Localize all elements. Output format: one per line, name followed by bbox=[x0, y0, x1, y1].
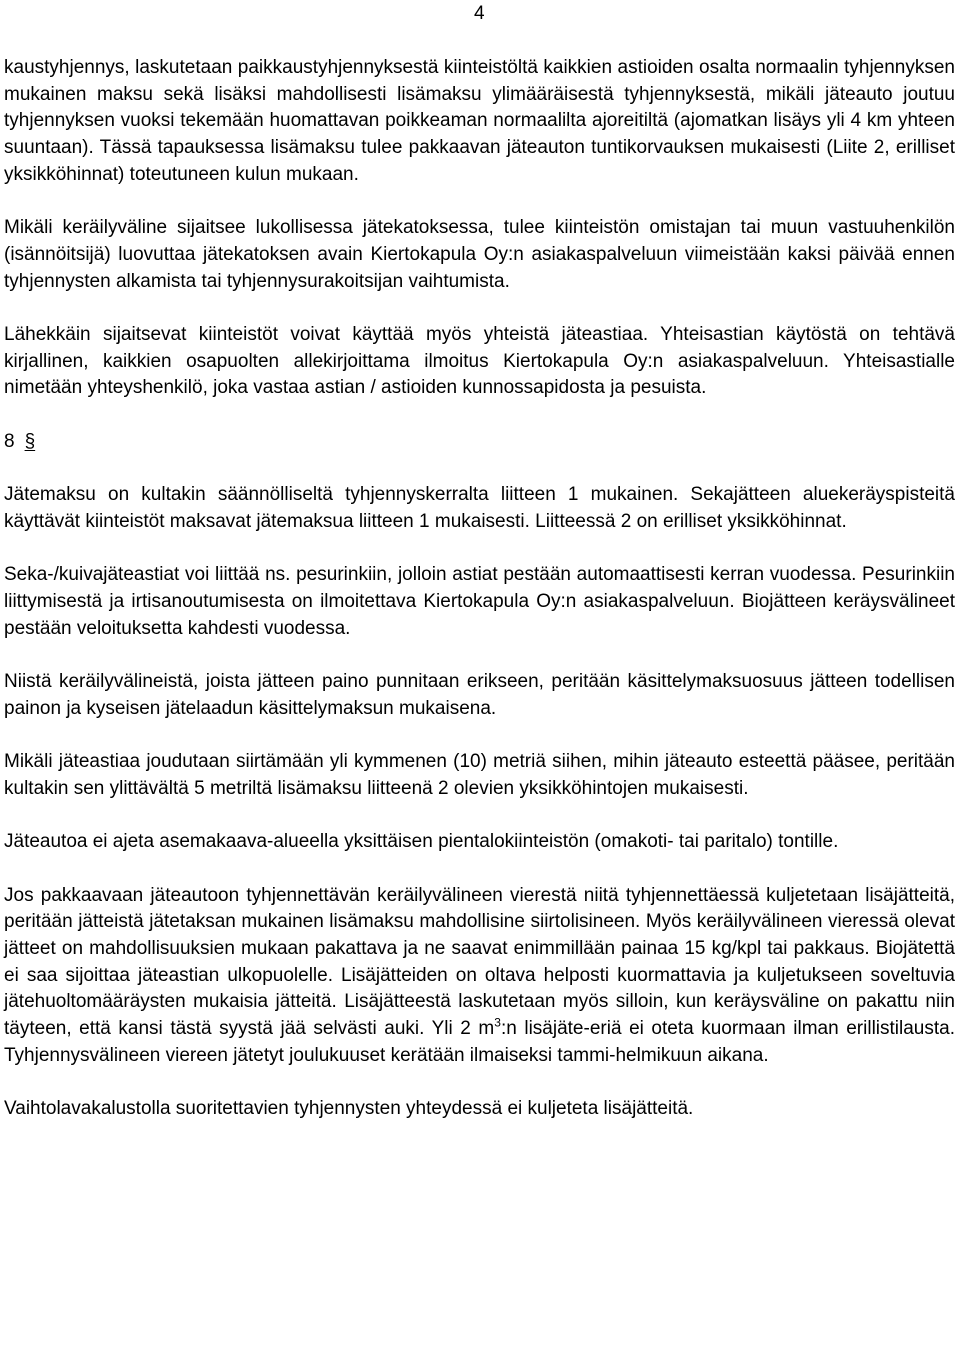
document-body bbox=[4, 55, 955, 1123]
extra-waste-text-a: Jos pakkaavaan jäteautoon tyhjennettävän keräilyvälineen vierestä niitä tyhjennettäessä kuljetetaan lisäjätteitä, peritään jätteistä jätetaksan mukainen lisämaksu mahdollisine siirtolisineen. Myös keräilyvälineen vieressä olevat jätteet on mahdollisuuksien mukaan pakattava ja ne saavat enimmillään painaa 15 kg/kpl tai pakkaus. Biojätettä ei saa sijoittaa jäteastian ulkopuolelle. Lisäjätteiden on oltava helposti kuormattavia ja kuljetukseen soveltuvia jätehuoltomääräysten mukaisia jätteitä. Lisäjätteestä laskutetaan myös silloin, kun keräysväline on pakattu niin täyteen, että kansi tästä syystä jää selvästi auki. Yli 2 m bbox=[4, 884, 955, 1040]
paragraph-extra-waste bbox=[4, 883, 955, 1070]
section-sign: § bbox=[24, 430, 36, 452]
extra-waste-text-b: :n lisäjäte-eriä ei oteta kuormaan ilman erillistilausta. Tyhjennysvälineen viereen jätetyt joulukuuset kerätään ilmaiseksi tammi-helmikuun aikana. bbox=[4, 1018, 955, 1066]
paragraph-locked-shelter: Mikäli keräilyväline sijaitsee lukollisessa jätekatoksessa, tulee kiinteistön omistajan tai muun vastuuhenkilön (isännöitsijä) luovuttaa jätekatoksen avain Kiertokapula Oy:n asiakaspalveluun viimeistään kaksi päivää ennen tyhjennysten alkamista tai tyhjennysurakoitsijan vaihtumista. bbox=[4, 217, 955, 292]
section-heading bbox=[4, 429, 955, 456]
section-number: 8 bbox=[4, 430, 15, 452]
paragraph-shared-container: Lähekkäin sijaitsevat kiinteistöt voivat käyttää myös yhteistä jäteastiaa. Yhteisastian käytöstä on tehtävä kirjallinen, kaikkien osapuolten allekirjoittama ilmoitus Kiertokapula Oy:n asiakaspalveluun. Yhteisastialle nimetään yhteyshenkilö, joka vastaa astian / astioiden kunnossapidosta ja pesuista. bbox=[4, 324, 955, 399]
paragraph-weighed-waste: Niistä keräilyvälineistä, joista jätteen paino punnitaan erikseen, peritään käsittelymaksuosuus jätteen todellisen painon ja kyseisen jätelaadun käsittelymaksun mukaisena. bbox=[4, 671, 955, 719]
paragraph-waste-fee: Jätemaksu on kultakin säännölliseltä tyhjennyskerralta liitteen 1 mukainen. Sekajätteen aluekeräyspisteitä käyttävät kiinteistöt maksavat jätemaksua liitteen 1 mukaisesti. Liitteessä 2 on erilliset yksikköhinnat. bbox=[4, 484, 955, 532]
paragraph-container-trucks: Vaihtolavakalustolla suoritettavien tyhjennysten yhteydessä ei kuljeteta lisäjätteitä. bbox=[4, 1098, 694, 1120]
paragraph-container-moving: Mikäli jäteastiaa joudutaan siirtämään yli kymmenen (10) metriä siihen, mihin jäteauto esteettä pääsee, peritään kultakin sen ylittävältä 5 metriltä lisämaksu liitteenä 2 olevien yksikköhintojen mukaisesti. bbox=[4, 751, 955, 799]
page-number: 4 bbox=[474, 3, 485, 24]
paragraph-collection-fees: kaustyhjennys, laskutetaan paikkaustyhjennyksestä kiinteistöltä kaikkien astioiden osalta normaalin tyhjennyksen mukainen maksu sekä lisäksi mahdollisesti lisämaksu ylimääräisestä tyhjennyksestä, mikäli jäteauto joutuu tyhjennyksen vuoksi tekemään huomattavan poikkeaman normaalilta ajoreitiltä (ajomatkan lisäys yli 4 km yhteen suuntaan). Tässä tapauksessa lisämaksu tulee pakkaavan jäteauton tuntikorvauksen mukaisesti (Liite 2, erilliset yksikköhinnat) toteutuneen kulun mukaan. bbox=[4, 57, 955, 185]
paragraph-washing-ring: Seka-/kuivajäteastiat voi liittää ns. pesurinkiin, jolloin astiat pestään automaattisesti kerran vuodessa. Pesurinkiin liittymisestä ja irtisanoutumisesta on ilmoitettava Kiertokapula Oy:n asiakaspalveluun. Biojätteen keräysvälineet pestään veloituksetta kahdesti vuodessa. bbox=[4, 564, 955, 639]
paragraph-no-driving-to-plot: Jäteautoa ei ajeta asemakaava-alueella yksittäisen pientalokiinteistön (omakoti- tai paritalo) tontille. bbox=[4, 831, 839, 853]
cubic-superscript: 3 bbox=[494, 1015, 501, 1030]
